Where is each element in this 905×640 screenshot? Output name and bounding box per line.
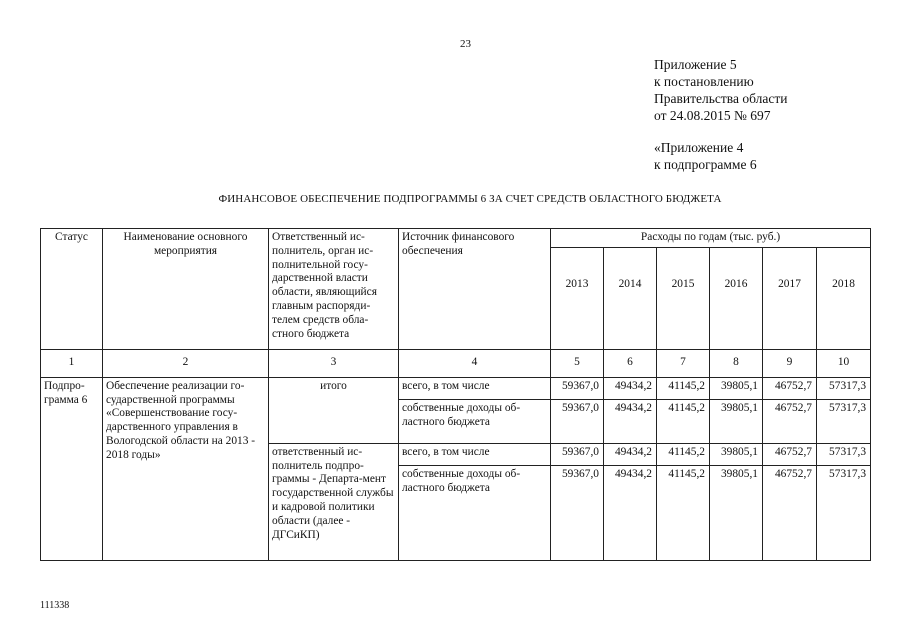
- value-cell: 46752,7: [763, 399, 817, 443]
- column-number: 3: [269, 349, 399, 377]
- source-cell: собственные доходы об-ластного бюджета: [399, 465, 551, 560]
- value-cell: 57317,3: [817, 399, 871, 443]
- appendix-line: Правительства области: [654, 91, 788, 106]
- column-number: 9: [763, 349, 817, 377]
- value-cell: 41145,2: [657, 443, 710, 465]
- value-cell: 57317,3: [817, 443, 871, 465]
- source-cell: всего, в том числе: [399, 443, 551, 465]
- value-cell: 59367,0: [551, 377, 604, 399]
- header-event-name: Наименование основного мероприятия: [103, 229, 269, 350]
- document-title: ФИНАНСОВОЕ ОБЕСПЕЧЕНИЕ ПОДПРОГРАММЫ 6 ЗА СЧЕТ СРЕДСТВ ОБЛАСТНОГО БЮДЖЕТА: [218, 193, 722, 205]
- value-cell: 59367,0: [551, 465, 604, 560]
- column-number: 7: [657, 349, 710, 377]
- header-year: 2018: [817, 247, 871, 349]
- header-year: 2016: [710, 247, 763, 349]
- page-number: 23: [460, 38, 471, 50]
- budget-table: [40, 228, 871, 561]
- value-cell: 49434,2: [604, 399, 657, 443]
- column-number: 5: [551, 349, 604, 377]
- source-cell: всего, в том числе: [399, 377, 551, 399]
- header-source: Источник финансового обеспечения: [399, 229, 551, 350]
- header-year: 2015: [657, 247, 710, 349]
- source-cell: собственные доходы об-ластного бюджета: [399, 399, 551, 443]
- value-cell: 59367,0: [551, 443, 604, 465]
- value-cell: 46752,7: [763, 443, 817, 465]
- status-cell: Подпро-грамма 6: [41, 377, 103, 560]
- header-expenses: Расходы по годам (тыс. руб.): [551, 229, 871, 248]
- value-cell: 57317,3: [817, 465, 871, 560]
- appendix-sub-line: к подпрограмме 6: [654, 157, 757, 172]
- table-row: [41, 377, 871, 399]
- column-number: 10: [817, 349, 871, 377]
- header-year: 2017: [763, 247, 817, 349]
- value-cell: 49434,2: [604, 377, 657, 399]
- value-cell: 39805,1: [710, 399, 763, 443]
- value-cell: 39805,1: [710, 443, 763, 465]
- appendix-line: к постановлению: [654, 74, 754, 89]
- value-cell: 46752,7: [763, 465, 817, 560]
- column-number: 1: [41, 349, 103, 377]
- column-number: 4: [399, 349, 551, 377]
- value-cell: 39805,1: [710, 465, 763, 560]
- executor-cell: итого: [269, 377, 399, 443]
- executor-cell: ответственный ис-полнитель подпро-граммы - Департа-мент государственной службы и кадровой политики области (далее - ДГСиКП): [269, 443, 399, 560]
- column-number: 2: [103, 349, 269, 377]
- header-executor: Ответственный ис-полнитель, орган ис-полнительной госу-дарственной власти области, являющийся главным распоряди-телем средств обла-стного бюджета: [269, 229, 399, 350]
- value-cell: 41145,2: [657, 377, 710, 399]
- header-year: 2014: [604, 247, 657, 349]
- value-cell: 41145,2: [657, 465, 710, 560]
- appendix-block: [654, 56, 787, 173]
- column-number: 8: [710, 349, 763, 377]
- appendix-line: от 24.08.2015 № 697: [654, 108, 771, 123]
- appendix-sub-line: «Приложение 4: [654, 140, 744, 155]
- header-year: 2013: [551, 247, 604, 349]
- header-status: Статус: [41, 229, 103, 350]
- appendix-gap: [654, 124, 787, 139]
- column-number-row: [41, 349, 871, 377]
- value-cell: 57317,3: [817, 377, 871, 399]
- value-cell: 49434,2: [604, 443, 657, 465]
- value-cell: 59367,0: [551, 399, 604, 443]
- value-cell: 39805,1: [710, 377, 763, 399]
- value-cell: 49434,2: [604, 465, 657, 560]
- header-row: [41, 229, 871, 248]
- event-name-cell: Обеспечение реализации го-сударственной программы «Совершенствование госу-дарственного управления в Вологодской области на 2013 - 2018 годы»: [103, 377, 269, 560]
- column-number: 6: [604, 349, 657, 377]
- footer-code: 111338: [40, 600, 70, 611]
- appendix-line: Приложение 5: [654, 57, 737, 72]
- value-cell: 46752,7: [763, 377, 817, 399]
- value-cell: 41145,2: [657, 399, 710, 443]
